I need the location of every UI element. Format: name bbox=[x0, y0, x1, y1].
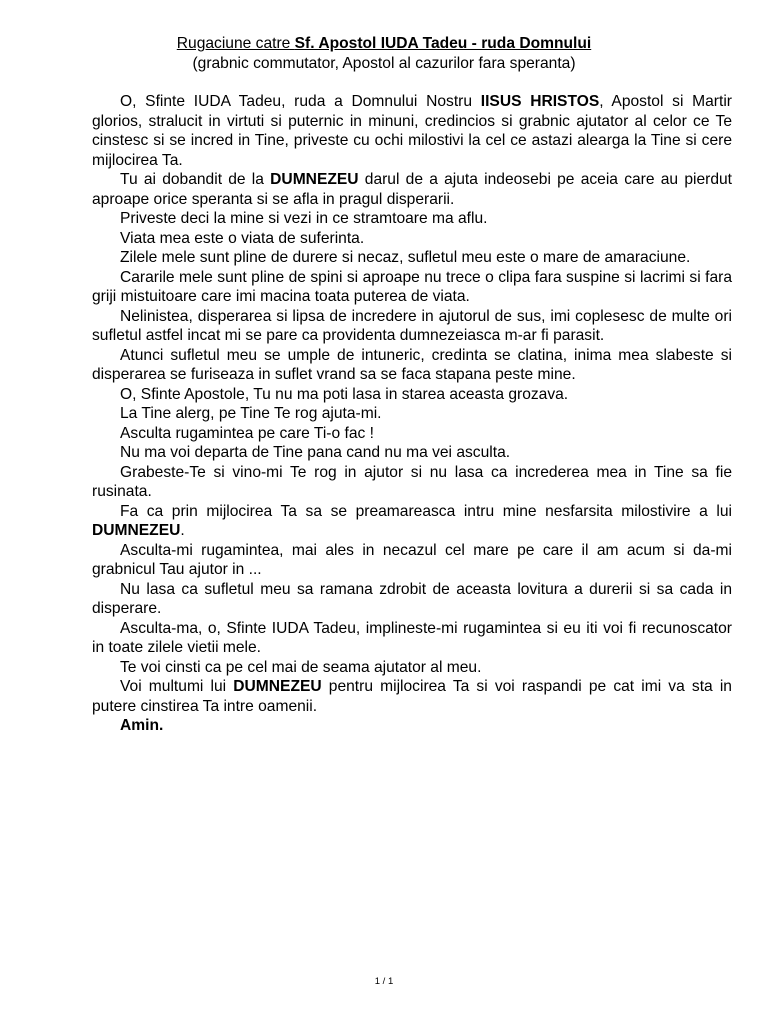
prayer-body bbox=[92, 92, 732, 736]
title-emphasis: Sf. Apostol IUDA Tadeu - ruda Domnului bbox=[294, 35, 592, 52]
paragraph: Priveste deci la mine si vezi in ce stramtoare ma aflu. bbox=[120, 210, 488, 227]
paragraph: Nelinistea, disperarea si lipsa de incredere in ajutorul de sus, imi coplesesc de multe ori sufletul astfel incat mi se pare ca providenta dumnezeiasca m-ar fi parasit. bbox=[92, 307, 732, 344]
paragraph: Voi multumi lui DUMNEZEU pentru mijlocirea Ta si voi raspandi pe cat imi va sta in putere cinstirea Ta intre oamenii. bbox=[92, 678, 732, 715]
paragraph: Nu lasa ca sufletul meu sa ramana zdrobit de aceasta lovitura a durerii si sa cada in disperare. bbox=[92, 580, 732, 617]
paragraph: Cararile mele sunt pline de spini si aproape nu trece o clipa fara suspine si lacrimi si fara griji mistuitoare care imi macina toata puterea de viata. bbox=[92, 268, 732, 305]
paragraph: Asculta rugamintea pe care Ti-o fac ! bbox=[120, 424, 374, 442]
title-block bbox=[0, 34, 768, 73]
paragraph: Viata mea este o viata de suferinta. bbox=[120, 229, 365, 247]
paragraph: Zilele mele sunt pline de durere si necaz, sufletul meu este o mare de amaraciune. bbox=[120, 249, 691, 266]
paragraph: Tu ai dobandit de la DUMNEZEU darul de a ajuta indeosebi pe aceia care au pierdut aproape orice speranta si se afla in pragul disperarii. bbox=[92, 171, 732, 208]
paragraph: La Tine alerg, pe Tine Te rog ajuta-mi. bbox=[120, 405, 382, 422]
paragraph: Fa ca prin mijlocirea Ta sa se preamareasca intru mine nesfarsita milostivire a lui DUMNEZEU. bbox=[92, 502, 732, 539]
paragraph: Te voi cinsti ca pe cel mai de seama ajutator al meu. bbox=[120, 658, 482, 676]
paragraph: O, Sfinte Apostole, Tu nu ma poti lasa in starea aceasta grozava. bbox=[120, 385, 569, 403]
paragraph: Asculta-ma, o, Sfinte IUDA Tadeu, implineste-mi rugamintea si eu iti voi fi recunoscator in toate zilele vietii mele. bbox=[92, 619, 732, 656]
paragraph: O, Sfinte IUDA Tadeu, ruda a Domnului Nostru IISUS HRISTOS, Apostol si Martir glorios, stralucit in virtuti si puternic in minuni, credincios si grabnic ajutator al celor ce Te cinstesc si se incred in Tine, priveste cu ochi milostivi la cel ce astazi alearga la Tine si cere mijlocirea Ta. bbox=[92, 93, 732, 169]
paragraph: Atunci sufletul meu se umple de intuneric, credinta se clatina, inima mea slabeste si disperarea se furiseaza in suflet vrand sa se faca stapana peste mine. bbox=[92, 346, 732, 383]
paragraph: Nu ma voi departa de Tine pana cand nu ma vei asculta. bbox=[120, 444, 511, 461]
title-prefix: Rugaciune catre bbox=[176, 35, 295, 52]
page-number: 1 / 1 bbox=[374, 976, 394, 987]
page-subtitle: (grabnic commutator, Apostol al cazurilor fara speranta) bbox=[192, 54, 576, 72]
paragraph: Asculta-mi rugamintea, mai ales in necazul cel mare pe care il am acum si da-mi grabnicul Tau ajutor in ... bbox=[92, 541, 732, 578]
paragraph: Grabeste-Te si vino-mi Te rog in ajutor si nu lasa ca increderea mea in Tine sa fie rusinata. bbox=[92, 463, 732, 500]
page-title bbox=[0, 34, 768, 54]
closing-amen: Amin. bbox=[120, 717, 164, 734]
